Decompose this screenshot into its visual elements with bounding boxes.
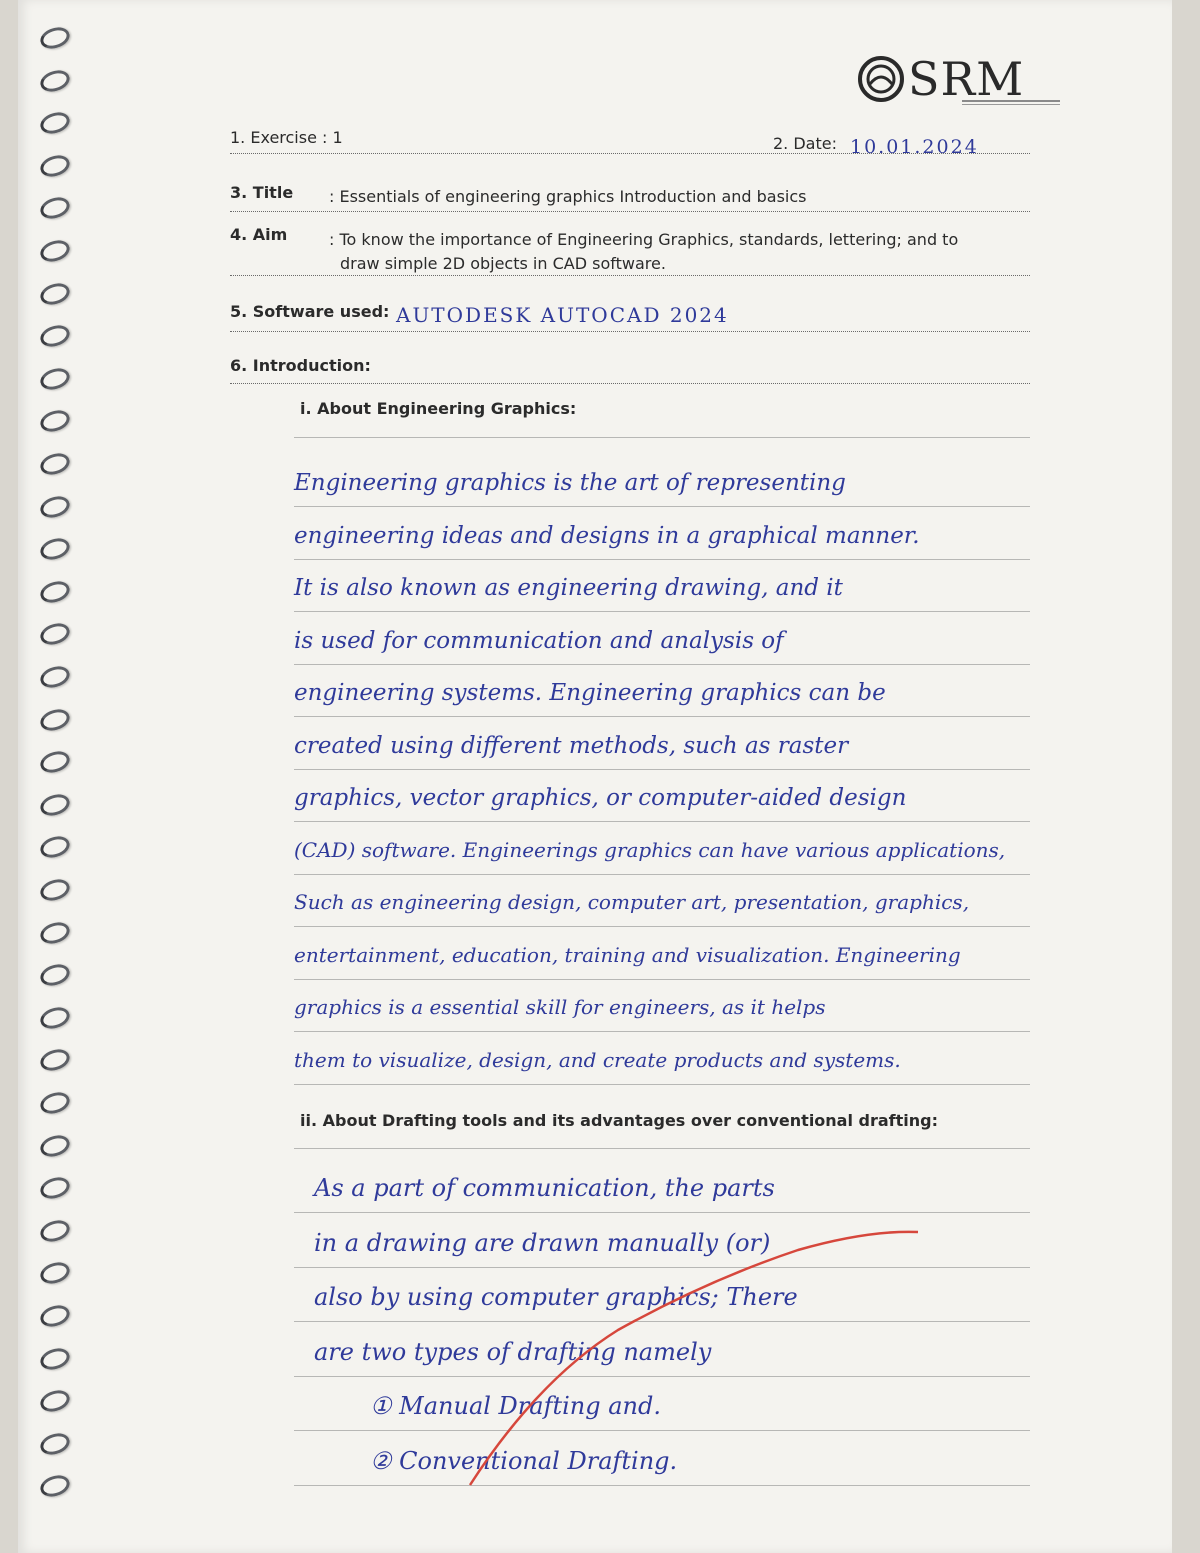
title-label: 3. Title bbox=[230, 183, 294, 202]
spiral-ring bbox=[38, 791, 73, 819]
srm-logo bbox=[858, 52, 1058, 116]
title-divider bbox=[230, 211, 1030, 212]
spiral-ring bbox=[38, 450, 73, 478]
exercise-divider bbox=[230, 153, 1030, 154]
spiral-ring bbox=[38, 1046, 73, 1074]
ruled-line bbox=[294, 1321, 1030, 1322]
ruled-line bbox=[294, 979, 1030, 980]
aim-divider bbox=[230, 275, 1030, 276]
spiral-ring bbox=[38, 1131, 73, 1159]
ruled-line bbox=[294, 1148, 1030, 1149]
ruled-line bbox=[294, 559, 1030, 560]
logo-text: SRM bbox=[908, 52, 1025, 106]
spiral-ring bbox=[38, 535, 73, 563]
handwritten-line: engineering systems. Engineering graphics can be bbox=[294, 680, 886, 706]
spiral-ring bbox=[38, 620, 73, 648]
srm-emblem-icon bbox=[858, 56, 904, 102]
ruled-line bbox=[294, 437, 1030, 438]
spiral-ring bbox=[38, 237, 73, 265]
handwritten-line: engineering ideas and designs in a graphical manner. bbox=[294, 522, 920, 549]
spiral-ring bbox=[38, 918, 73, 946]
section-1-heading: i. About Engineering Graphics: bbox=[300, 399, 577, 418]
handwritten-line: entertainment, education, training and visualization. Engineering bbox=[294, 942, 961, 967]
spiral-ring bbox=[38, 194, 73, 222]
spiral-ring bbox=[38, 876, 73, 904]
aim-line-1: : To know the importance of Engineering Graphics, standards, lettering; and to bbox=[329, 230, 959, 249]
aim-label: 4. Aim bbox=[230, 225, 288, 244]
ruled-line bbox=[294, 821, 1030, 822]
notebook-page bbox=[18, 0, 1172, 1553]
ruled-line bbox=[294, 506, 1030, 507]
spiral-ring bbox=[38, 152, 73, 180]
handwritten-line: graphics is a essential skill for engineers, as it helps bbox=[294, 995, 826, 1019]
handwritten-line: are two types of drafting namely bbox=[314, 1337, 712, 1366]
ruled-line bbox=[294, 716, 1030, 717]
spiral-ring bbox=[38, 24, 73, 52]
ruled-line bbox=[294, 1031, 1030, 1032]
spiral-ring bbox=[38, 66, 73, 94]
introduction-label: 6. Introduction: bbox=[230, 356, 371, 375]
ruled-line bbox=[294, 1267, 1030, 1268]
software-value: AUTODESK AUTOCAD 2024 bbox=[396, 303, 729, 327]
handwritten-line: (CAD) software. Engineerings graphics can have various applications, bbox=[294, 837, 1006, 862]
software-divider bbox=[230, 331, 1030, 332]
spiral-ring bbox=[38, 748, 73, 776]
handwritten-line: ① Manual Drafting and. bbox=[370, 1392, 661, 1420]
spiral-ring bbox=[38, 833, 73, 861]
spiral-ring bbox=[38, 1089, 73, 1117]
spiral-ring bbox=[38, 1217, 73, 1245]
spiral-ring bbox=[38, 109, 73, 137]
spiral-ring bbox=[38, 1302, 73, 1330]
software-label: 5. Software used: bbox=[230, 302, 390, 321]
spiral-ring bbox=[38, 705, 73, 733]
handwritten-line: ② Conventional Drafting. bbox=[370, 1446, 678, 1475]
section-2-heading: ii. About Drafting tools and its advantages over conventional drafting: bbox=[300, 1111, 939, 1130]
handwritten-line: graphics, vector graphics, or computer-aided design bbox=[294, 785, 907, 811]
ruled-line bbox=[294, 664, 1030, 665]
handwritten-line: created using different methods, such as raster bbox=[294, 732, 849, 759]
spiral-ring bbox=[38, 1387, 73, 1415]
date-label: 2. Date: bbox=[773, 134, 837, 153]
spiral-ring bbox=[38, 961, 73, 989]
handwritten-line: As a part of communication, the parts bbox=[314, 1174, 775, 1202]
spiral-ring bbox=[38, 578, 73, 606]
ruled-line bbox=[294, 1376, 1030, 1377]
spiral-binding bbox=[18, 0, 88, 1553]
spiral-ring bbox=[38, 407, 73, 435]
ruled-line bbox=[294, 1084, 1030, 1085]
ruled-line bbox=[294, 1485, 1030, 1486]
spiral-ring bbox=[38, 365, 73, 393]
aim-line-2: draw simple 2D objects in CAD software. bbox=[340, 254, 666, 273]
ruled-line bbox=[294, 926, 1030, 927]
handwritten-line: also by using computer graphics; There bbox=[314, 1283, 798, 1311]
spiral-ring bbox=[38, 1472, 73, 1500]
spiral-ring bbox=[38, 1430, 73, 1458]
spiral-ring bbox=[38, 1004, 73, 1032]
logo-subtitle-lines bbox=[962, 100, 1060, 105]
spiral-ring bbox=[38, 1344, 73, 1372]
ruled-line bbox=[294, 874, 1030, 875]
spiral-ring bbox=[38, 322, 73, 350]
exercise-label: 1. Exercise : 1 bbox=[230, 128, 343, 147]
ruled-line bbox=[294, 611, 1030, 612]
handwritten-line: Engineering graphics is the art of representing bbox=[294, 470, 846, 496]
spiral-ring bbox=[38, 1174, 73, 1202]
date-value: 10.01.2024 bbox=[850, 136, 979, 158]
handwritten-line: It is also known as engineering drawing, and it bbox=[294, 575, 843, 601]
ruled-line bbox=[294, 1430, 1030, 1431]
handwritten-line: in a drawing are drawn manually (or) bbox=[314, 1228, 771, 1257]
ruled-line bbox=[294, 769, 1030, 770]
spiral-ring bbox=[38, 1259, 73, 1287]
handwritten-line: them to visualize, design, and create products and systems. bbox=[294, 1047, 901, 1072]
introduction-divider bbox=[230, 383, 1030, 384]
title-value: : Essentials of engineering graphics Introduction and basics bbox=[329, 187, 807, 206]
spiral-ring bbox=[38, 663, 73, 691]
handwritten-line: Such as engineering design, computer art, presentation, graphics, bbox=[294, 890, 970, 914]
spiral-ring bbox=[38, 492, 73, 520]
handwritten-line: is used for communication and analysis of bbox=[294, 627, 784, 654]
ruled-line bbox=[294, 1212, 1030, 1213]
spiral-ring bbox=[38, 279, 73, 307]
